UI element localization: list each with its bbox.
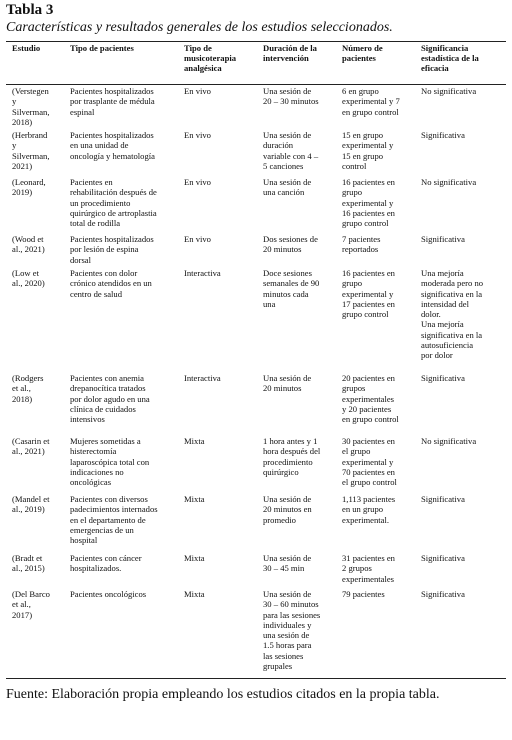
row-8-estudio: (Mandel et al., 2019)	[12, 494, 50, 515]
row-3-tipo: En vivo	[184, 177, 211, 187]
row-8-tipo: Mixta	[184, 494, 205, 504]
row-5-numero: 16 pacientes en grupo experimental y 17 pacientes en grupo control	[342, 268, 395, 320]
source-note: Fuente: Elaboración propia empleando los estudios citados en la propia tabla.	[6, 687, 440, 702]
row-7-estudio: (Casarin et al., 2021)	[12, 436, 50, 457]
row-6-tipo: Interactiva	[184, 373, 221, 383]
row-5-pacientes: Pacientes con dolor crónico atendidos en un centro de salud	[70, 268, 152, 299]
row-10-tipo: Mixta	[184, 589, 205, 599]
row-7-significancia: No significativa	[421, 436, 477, 446]
row-8-duracion: Una sesión de 20 minutos en promedio	[263, 494, 312, 525]
row-4-estudio: (Wood et al., 2021)	[12, 234, 45, 255]
header-numero-pacientes: Número de pacientes	[342, 43, 383, 63]
row-3-duracion: Una sesión de una canción	[263, 177, 312, 198]
row-4-numero: 7 pacientes reportados	[342, 234, 381, 255]
table-header-rule	[6, 84, 506, 85]
header-significancia: Significancia estadística de la eficacia	[421, 43, 479, 73]
row-1-pacientes: Pacientes hospitalizados por trasplante de médula espinal	[70, 86, 155, 117]
row-9-estudio: (Bradt et al., 2015)	[12, 553, 45, 574]
row-6-estudio: (Rodgers et al., 2018)	[12, 373, 44, 404]
row-10-numero: 79 pacientes	[342, 589, 385, 599]
row-8-numero: 1,113 pacientes en un grupo experimental.	[342, 494, 396, 525]
row-8-significancia: Significativa	[421, 494, 465, 504]
row-6-duracion: Una sesión de 20 minutos	[263, 373, 312, 394]
row-5-estudio: (Low et al., 2020)	[12, 268, 45, 289]
row-6-numero: 20 pacientes en grupos experimentales y 20 pacientes en grupo control	[342, 373, 399, 425]
row-9-tipo: Mixta	[184, 553, 205, 563]
header-duracion: Duración de la intervención	[263, 43, 317, 63]
row-2-tipo: En vivo	[184, 130, 211, 140]
row-1-numero: 6 en grupo experimental y 7 en grupo control	[342, 86, 400, 117]
table-label: Tabla 3	[6, 2, 54, 18]
row-4-duracion: Dos sesiones de 20 minutos	[263, 234, 318, 255]
row-4-pacientes: Pacientes hospitalizados por lesión de espina dorsal	[70, 234, 154, 265]
row-8-pacientes: Pacientes con diversos padecimientos internados en el departamento de emergencias de un hospital	[70, 494, 158, 546]
row-7-duracion: 1 hora antes y 1 hora después del procedimiento quirúrgico	[263, 436, 321, 477]
row-7-numero: 30 pacientes en el grupo experimental y 70 pacientes en el grupo control	[342, 436, 397, 488]
table-bottom-rule	[6, 678, 506, 679]
row-1-tipo: En vivo	[184, 86, 211, 96]
row-2-significancia: Significativa	[421, 130, 465, 140]
row-1-duracion: Una sesión de 20 – 30 minutos	[263, 86, 319, 107]
row-9-numero: 31 pacientes en 2 grupos experimentales	[342, 553, 395, 584]
row-6-pacientes: Pacientes con anemia drepanocítica tratados por dolor agudo en una clínica de cuidados intensivos	[70, 373, 150, 425]
row-3-pacientes: Pacientes en rehabilitación después de un procedimiento quirúrgico de artroplastia total de rodilla	[70, 177, 157, 229]
row-5-duracion: Doce sesiones semanales de 90 minutos cada una	[263, 268, 320, 309]
header-tipo-musicoterapia: Tipo de musicoterapia analgésica	[184, 43, 237, 73]
row-1-significancia: No significativa	[421, 86, 477, 96]
row-7-pacientes: Mujeres sometidas a histerectomía laparoscópica total con indicaciones no oncológicas	[70, 436, 150, 488]
row-9-pacientes: Pacientes con cáncer hospitalizados.	[70, 553, 142, 574]
row-3-significancia: No significativa	[421, 177, 477, 187]
row-2-pacientes: Pacientes hospitalizados en una unidad de oncología y hematología	[70, 130, 155, 161]
row-10-estudio: (Del Barco et al., 2017)	[12, 589, 50, 620]
row-2-numero: 15 en grupo experimental y 15 en grupo control	[342, 130, 394, 171]
row-2-estudio: (Herbrand y Silverman, 2021)	[12, 130, 50, 171]
row-2-duracion: Una sesión de duración variable con 4 – 5 canciones	[263, 130, 319, 171]
row-4-tipo: En vivo	[184, 234, 211, 244]
table-caption: Características y resultados generales de los estudios seleccionados.	[6, 20, 393, 35]
row-9-significancia: Significativa	[421, 553, 465, 563]
header-tipo-pacientes: Tipo de pacientes	[70, 43, 134, 53]
row-1-estudio: (Verstegen y Silverman, 2018)	[12, 86, 50, 127]
row-6-significancia: Significativa	[421, 373, 465, 383]
row-3-estudio: (Leonard, 2019)	[12, 177, 46, 198]
row-7-tipo: Mixta	[184, 436, 205, 446]
table-top-rule	[6, 41, 506, 42]
row-4-significancia: Significativa	[421, 234, 465, 244]
header-estudio: Estudio	[12, 43, 41, 53]
row-5-significancia: Una mejoría moderada pero no significativa en la intensidad del dolor. Una mejoría significativa en la autosuficiencia por dolor	[421, 268, 484, 361]
row-10-pacientes: Pacientes oncológicos	[70, 589, 147, 599]
row-3-numero: 16 pacientes en grupo experimental y 16 pacientes en grupo control	[342, 177, 395, 229]
row-5-tipo: Interactiva	[184, 268, 221, 278]
row-10-significancia: Significativa	[421, 589, 465, 599]
row-10-duracion: Una sesión de 30 – 60 minutos para las sesiones individuales y una sesión de 1.5 horas para las sesiones grupales	[263, 589, 321, 672]
row-9-duracion: Una sesión de 30 – 45 min	[263, 553, 312, 574]
